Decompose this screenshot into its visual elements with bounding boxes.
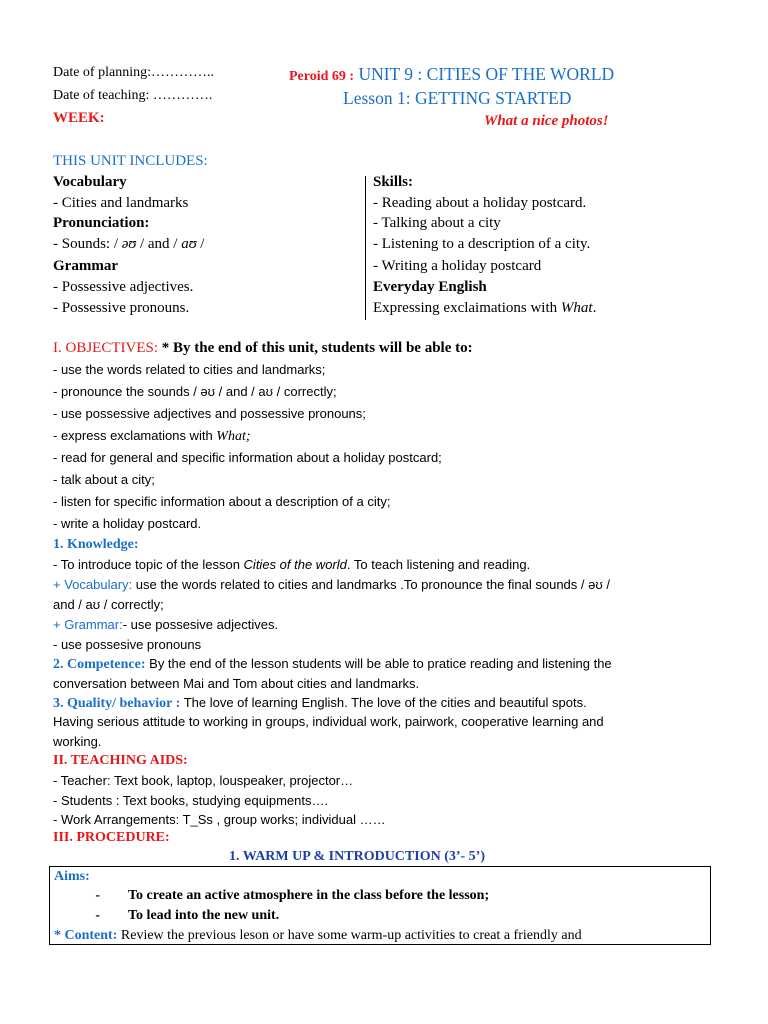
content-text: Review the previous leson or have some warm-up activities to creat a friendly and [117, 928, 582, 943]
grammar-item-2: - Possessive pronouns. [53, 300, 190, 316]
date-of-teaching: Date of teaching: …………. [53, 88, 213, 103]
competence-cont: conversation between Mai and Tom about cities and landmarks. [53, 676, 420, 691]
unit-title [289, 64, 614, 85]
competence-text: By the end of the lesson students will be able to pratice reading and listening the [145, 656, 612, 671]
objective-item: - read for general and specific information about a holiday postcard; [53, 450, 442, 465]
lesson-title: Lesson 1: GETTING STARTED [343, 88, 572, 108]
objective-item: - write a holiday postcard. [53, 516, 202, 531]
knowledge-prefix: - To introduce topic of the lesson [53, 557, 244, 572]
objective-item: - talk about a city; [53, 472, 155, 487]
everyday-english-heading: Everyday English [373, 279, 487, 295]
objectives-intro: * By the end of this unit, students will be able to: [158, 340, 473, 356]
pronunciation-heading: Pronunciation: [53, 215, 150, 231]
vocab-label: + Vocabulary: [53, 577, 133, 592]
objective-item: - use possessive adjectives and possessive pronouns; [53, 406, 366, 421]
teaching-aid-item: - Students : Text books, studying equipments…. [53, 793, 329, 808]
objective-item: - use the words related to cities and landmarks; [53, 362, 326, 377]
objectives-heading: I. OBJECTIVES: [53, 340, 158, 356]
quality-cont-1: Having serious attitude to working in groups, individual work, pairwork, cooperative learning and [53, 714, 604, 729]
date-of-planning: Date of planning:………….. [53, 65, 214, 80]
knowledge-grammar-cont: - use possesive pronouns [53, 637, 202, 652]
pron-prefix: - Sounds: / [53, 236, 122, 252]
aims-dash-1: - [95, 888, 100, 903]
skill-item-3: - Listening to a description of a city. [373, 236, 591, 252]
aims-dash-2: - [95, 908, 100, 923]
pronunciation-item [53, 236, 204, 253]
content-label: * Content: [54, 928, 118, 943]
vocabulary-item: - Cities and landmarks [53, 195, 189, 211]
knowledge-topic: Cities of the world [243, 557, 347, 572]
competence-line [53, 656, 612, 673]
objectives-heading-line [53, 340, 473, 357]
unit-label: UNIT 9 : CITIES OF THE WORLD [354, 64, 615, 84]
aims-item-text-1: To create an active atmosphere in the class before the lesson; [128, 888, 490, 903]
skill-item-2: - Talking about a city [373, 215, 501, 231]
quality-text: The love of learning English. The love of the cities and beautiful spots. [180, 695, 587, 710]
knowledge-vocab-line [53, 577, 610, 592]
vocabulary-heading: Vocabulary [53, 174, 127, 190]
teaching-aid-item: - Teacher: Text book, laptop, louspeaker, projector… [53, 773, 354, 788]
column-divider [365, 176, 366, 320]
aims-item-text-2: To lead into the new unit. [128, 908, 280, 923]
quality-cont-2: working. [53, 734, 102, 749]
pron-sound-2: aʊ [181, 236, 197, 252]
objective-item [53, 428, 251, 445]
vocab-text: use the words related to cities and landmarks .To pronounce the final sounds / əʊ / [132, 577, 610, 592]
warmup-section-title: 1. WARM UP & INTRODUCTION (3’- 5’) [229, 849, 486, 864]
quality-line [53, 695, 587, 712]
pron-sound-1: əʊ [121, 236, 137, 252]
objective-item: - listen for specific information about a description of a city; [53, 494, 391, 509]
everyday-english-item [373, 300, 596, 317]
pron-mid: / and / [136, 236, 182, 252]
content-line [54, 928, 582, 944]
knowledge-line-1 [53, 557, 530, 572]
everyday-prefix: Expressing exclaimations with [373, 300, 561, 316]
grammar-item-1: - Possessive adjectives. [53, 279, 194, 295]
lesson-subtitle: What a nice photos! [484, 113, 609, 129]
skills-heading: Skills: [373, 174, 414, 190]
week-label: WEEK: [53, 110, 105, 126]
grammar-label: + Grammar: [53, 617, 123, 632]
aims-item-1 [54, 888, 489, 904]
skill-item-1: - Reading about a holiday postcard. [373, 195, 587, 211]
aims-item-2 [54, 908, 279, 924]
procedure-heading: III. PROCEDURE: [53, 830, 170, 845]
everyday-suffix: . [592, 300, 597, 316]
teaching-aids-heading: II. TEACHING AIDS: [53, 753, 188, 768]
objective-item: - pronounce the sounds / əʊ / and / aʊ / correctly; [53, 384, 337, 399]
aims-label: Aims: [54, 869, 90, 884]
grammar-heading: Grammar [53, 258, 118, 274]
unit-includes-heading: THIS UNIT INCLUDES: [53, 153, 208, 169]
teaching-aid-item: - Work Arrangements: T_Ss , group works; individual …… [53, 812, 386, 827]
everyday-word: What [560, 300, 593, 316]
knowledge-heading: 1. Knowledge: [53, 537, 139, 552]
objective-what-prefix: - express exclamations with [53, 428, 217, 443]
competence-heading: 2. Competence: [53, 657, 146, 672]
pron-suffix: / [196, 236, 205, 252]
knowledge-suffix: . To teach listening and reading. [346, 557, 531, 572]
quality-heading: 3. Quality/ behavior : [53, 696, 181, 711]
skill-item-4: - Writing a holiday postcard [373, 258, 542, 274]
objective-what-word: What; [216, 429, 251, 444]
knowledge-vocab-cont: and / aʊ / correctly; [53, 597, 164, 612]
grammar-text: - use possesive adjectives. [122, 617, 279, 632]
knowledge-grammar-line [53, 617, 278, 632]
period-label: Peroid 69 : [289, 69, 355, 84]
